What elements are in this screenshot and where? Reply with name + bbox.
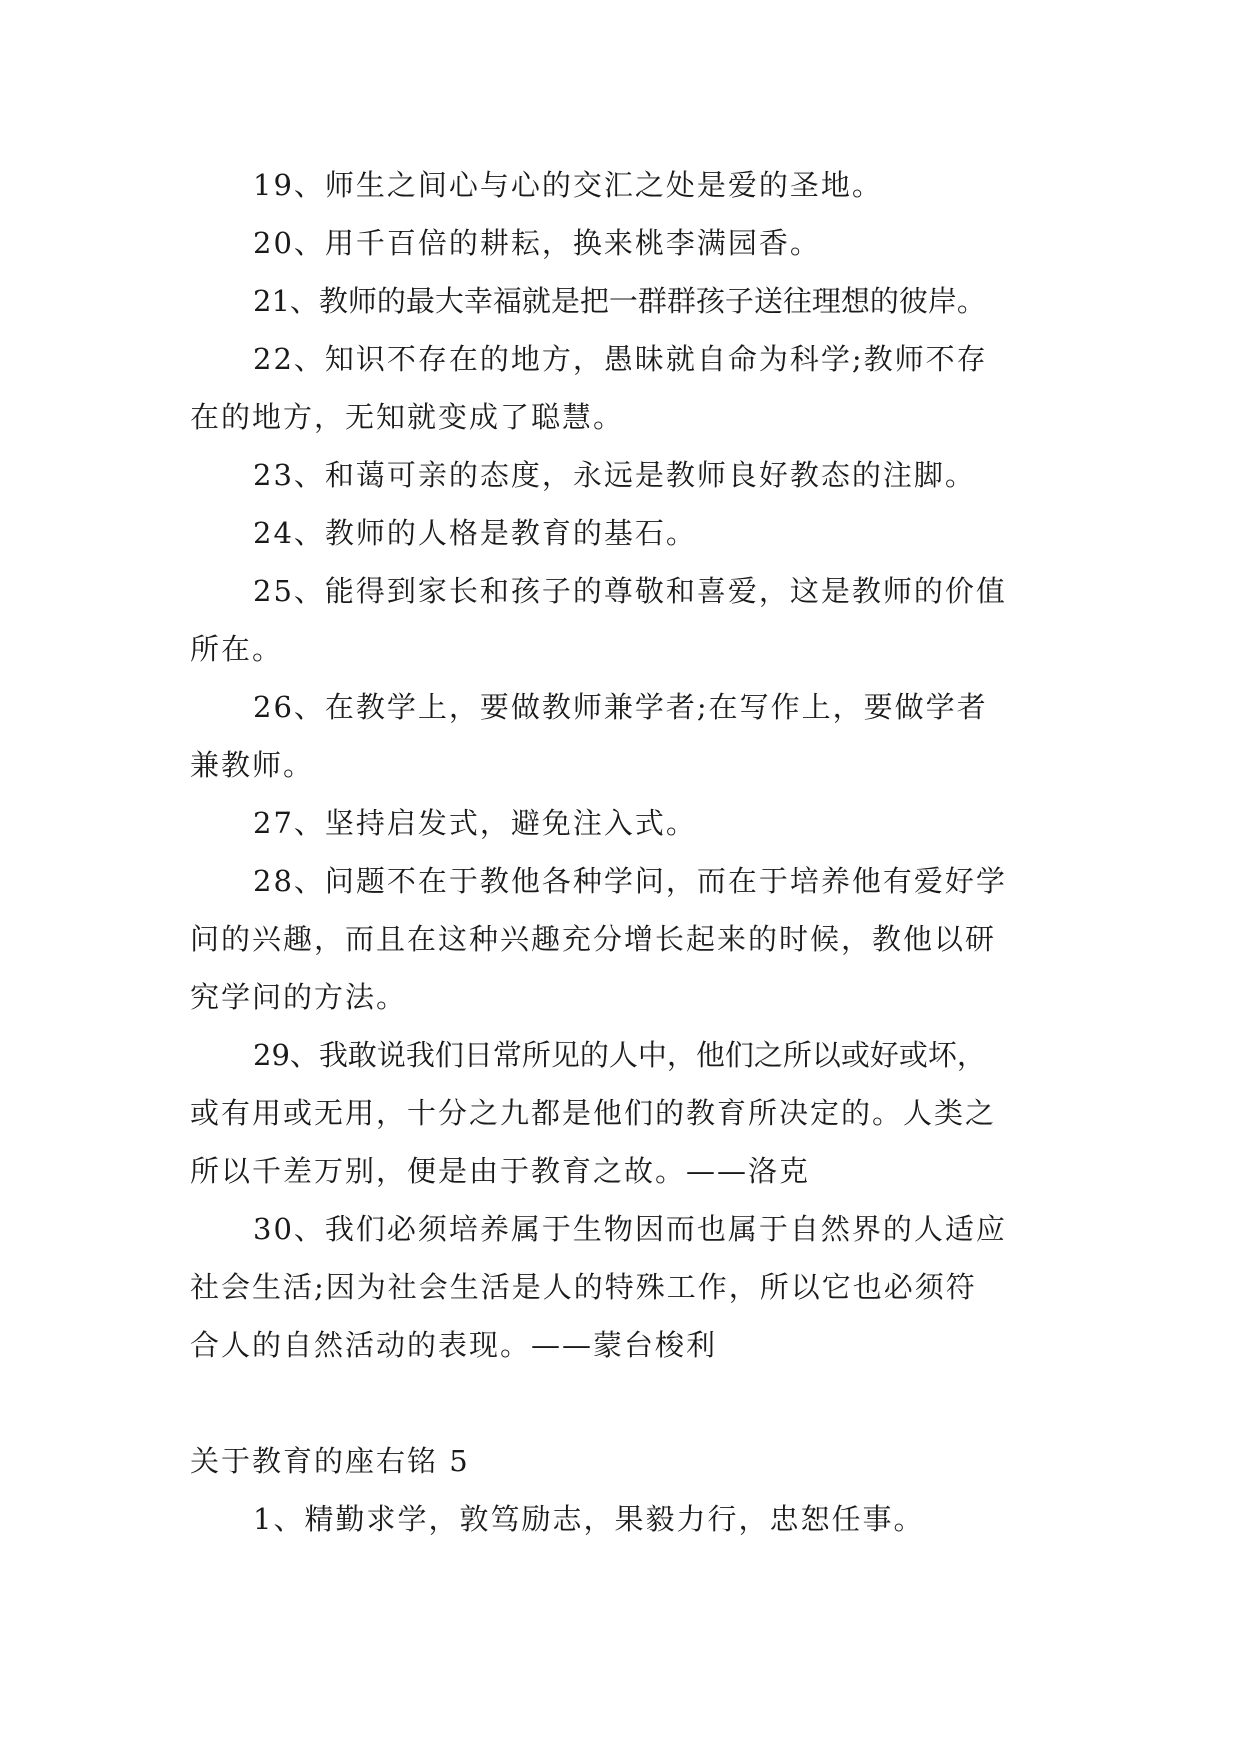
quote-21: 21、教师的最大幸福就是把一群群孩子送往理想的彼岸。 <box>253 284 986 318</box>
quote-22-line-2: 在的地方，无知就变成了聪慧。 <box>190 400 625 434</box>
quote-28-line-2: 问的兴趣，而且在这种兴趣充分增长起来的时候，教他以研 <box>190 922 997 956</box>
quote-20: 20、用千百倍的耕耘，换来桃李满园香。 <box>253 226 821 260</box>
quote-22-line-1: 22、知识不存在的地方，愚昧就自命为科学;教师不存 <box>253 342 988 376</box>
quote-26-line-1: 26、在教学上，要做教师兼学者;在写作上，要做学者 <box>253 690 988 724</box>
quote-28-line-1: 28、问题不在于教他各种学问，而在于培养他有爱好学 <box>253 864 1007 898</box>
quote-30-line-1: 30、我们必须培养属于生物因而也属于自然界的人适应 <box>253 1212 1007 1246</box>
quote-29-line-2: 或有用或无用，十分之九都是他们的教育所决定的。人类之 <box>190 1096 997 1130</box>
quote-25-line-1: 25、能得到家长和孩子的尊敬和喜爱，这是教师的价值 <box>253 574 1007 608</box>
quote-23: 23、和蔼可亲的态度，永远是教师良好教态的注脚。 <box>253 458 976 492</box>
quote-25-line-2: 所在。 <box>190 632 284 666</box>
quote-28-line-3: 究学问的方法。 <box>190 980 408 1014</box>
quote-26-line-2: 兼教师。 <box>190 748 315 782</box>
quote-29-line-1: 29、我敢说我们日常所见的人中，他们之所以或好或坏， <box>253 1038 986 1072</box>
quote-19: 19、师生之间心与心的交汇之处是爱的圣地。 <box>253 168 883 202</box>
section-quote-1: 1、精勤求学，敦笃励志，果毅力行，忠恕任事。 <box>253 1502 925 1536</box>
quote-29-line-3: 所以千差万别，便是由于教育之故。——洛克 <box>190 1154 811 1188</box>
quote-30-line-2: 社会生活;因为社会生活是人的特殊工作，所以它也必须符 <box>190 1270 977 1304</box>
quote-27: 27、坚持启发式，避免注入式。 <box>253 806 697 840</box>
quote-30-line-3: 合人的自然活动的表现。——蒙台梭利 <box>190 1328 718 1362</box>
section-heading: 关于教育的座右铭 5 <box>190 1444 470 1478</box>
quote-24: 24、教师的人格是教育的基石。 <box>253 516 697 550</box>
